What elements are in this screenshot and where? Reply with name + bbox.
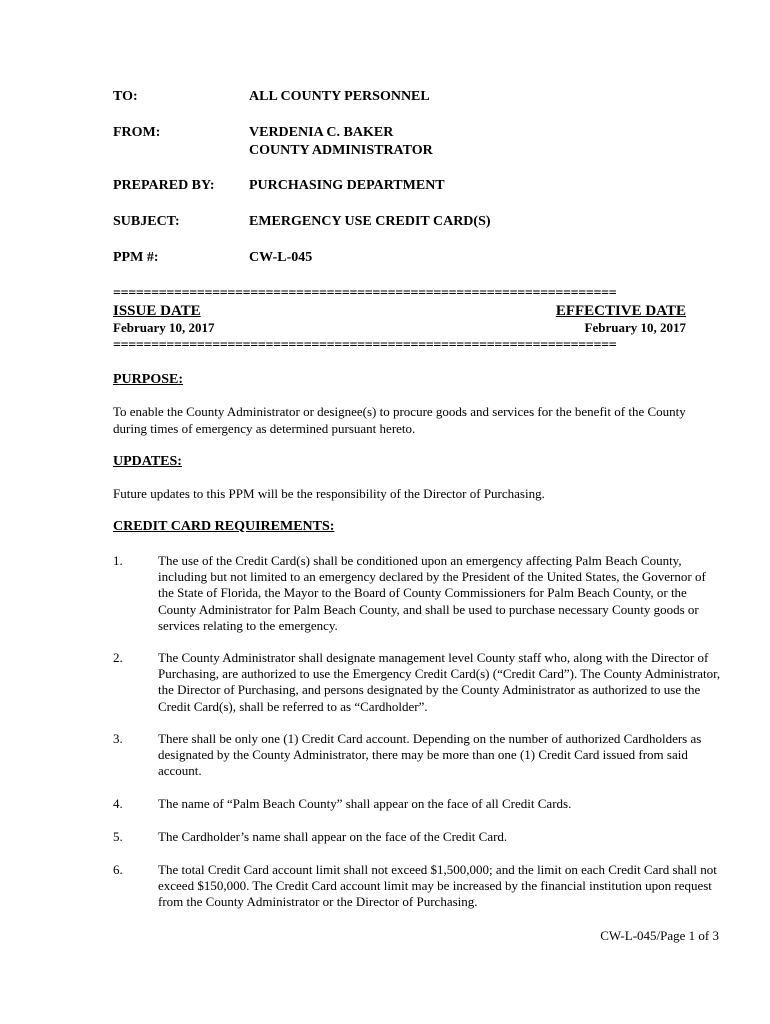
effective-date-block xyxy=(556,302,686,336)
item-text: The use of the Credit Card(s) shall be conditioned upon an emergency affecting Palm Beach County, including but not limited to an emergency declared by the President of the United States, the Governor of the State of Florida, the Mayor to the Board of County Commissioners for Palm Beach County, or the County Administrator for Palm Beach County, and shall be used to purchase necessary County goods or services relating to the emergency. xyxy=(158,553,706,633)
effective-date-title: EFFECTIVE DATE xyxy=(555,303,686,319)
item-text: The Cardholder’s name shall appear on the face of the Credit Card. xyxy=(158,829,508,844)
item-number: 5. xyxy=(113,829,123,844)
item-number: 4. xyxy=(113,796,123,811)
separator-bottom: ================================================================== xyxy=(113,339,617,353)
prepared-label: PREPARED BY: xyxy=(113,178,215,193)
issue-date-title: ISSUE DATE xyxy=(113,303,201,319)
item-number: 6. xyxy=(113,862,123,877)
item-number: 2. xyxy=(113,650,123,665)
requirements-heading: CREDIT CARD REQUIREMENTS: xyxy=(113,519,335,534)
to-label: TO: xyxy=(113,89,138,104)
item-text: The name of “Palm Beach County” shall appear on the face of all Credit Cards. xyxy=(158,796,572,811)
item-text: The County Administrator shall designate management level County staff who, along with the Director of Purchasing, are authorized to use the Emergency Credit Card(s) (“Credit Card”). The County Administrator, the Director of Purchasing, and persons designated by the County Administrator as authorized to use the Credit Card(s), shall be referred to as “Cardholder”. xyxy=(158,650,721,714)
issue-date-block xyxy=(113,302,214,336)
separator-top: ================================================================== xyxy=(113,287,617,301)
effective-date-value: February 10, 2017 xyxy=(584,320,686,335)
from-label: FROM: xyxy=(113,125,161,140)
prepared-value: PURCHASING DEPARTMENT xyxy=(249,178,445,193)
item-number: 3. xyxy=(113,731,123,746)
updates-heading: UPDATES: xyxy=(113,454,182,469)
from-value-line1: VERDENIA C. BAKER xyxy=(249,125,394,140)
ppm-value: CW-L-045 xyxy=(249,250,313,265)
purpose-text: To enable the County Administrator or designee(s) to procure goods and services for the benefit of the County during times of emergency as determined pursuant hereto. xyxy=(113,404,686,436)
item-text: There shall be only one (1) Credit Card account. Depending on the number of authorized Cardholders as designated by the County Administrator, there may be more than one (1) Credit Card issued from said account. xyxy=(158,731,702,779)
ppm-label: PPM #: xyxy=(113,250,159,265)
item-text: The total Credit Card account limit shall not exceed $1,500,000; and the limit on each Credit Card shall not exceed $150,000. The Credit Card account limit may be increased by the financial institution upon request from the County Administrator or the Director of Purchasing. xyxy=(158,862,717,910)
from-value-line2: COUNTY ADMINISTRATOR xyxy=(249,143,433,158)
item-number: 1. xyxy=(113,553,123,568)
subject-label: SUBJECT: xyxy=(113,214,180,229)
issue-date-value: February 10, 2017 xyxy=(113,320,215,335)
page-footer: CW-L-045/Page 1 of 3 xyxy=(600,928,719,943)
purpose-heading: PURPOSE: xyxy=(113,372,183,387)
to-value: ALL COUNTY PERSONNEL xyxy=(249,89,430,104)
updates-text: Future updates to this PPM will be the responsibility of the Director of Purchasing. xyxy=(113,486,545,501)
subject-value: EMERGENCY USE CREDIT CARD(S) xyxy=(249,214,491,229)
